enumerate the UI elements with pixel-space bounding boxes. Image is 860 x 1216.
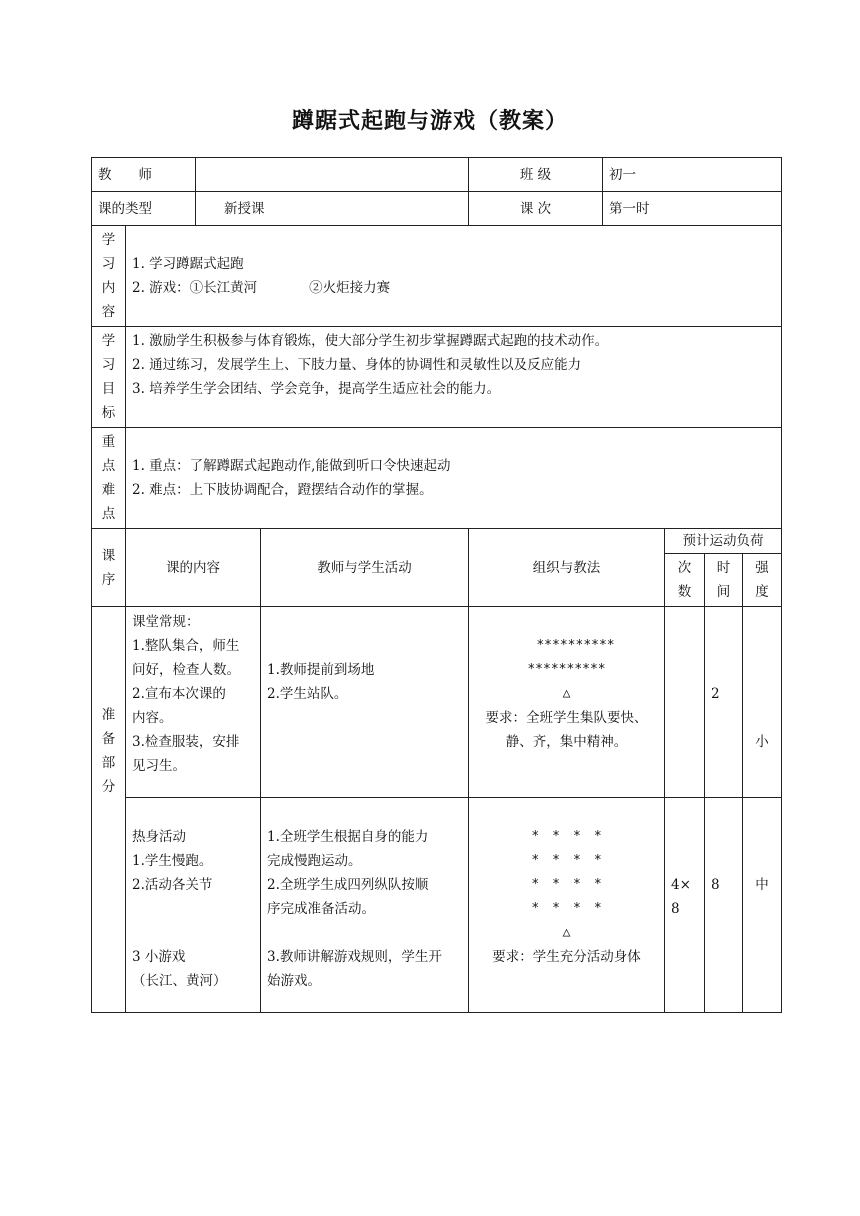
teacher-label: 教 师 [92, 158, 196, 192]
header-intensity: 强 度 [743, 554, 782, 607]
prep1-time: 2 [705, 607, 743, 798]
header-content: 课的内容 [126, 529, 261, 607]
goals-row [92, 327, 782, 428]
prep-row-2 [92, 798, 782, 1013]
prep1-method: ********** ********** △ 要求：全班学生集队要快、 静、齐，集中精神。 [469, 607, 665, 798]
content-item-2: 2. 游戏：①长江黄河 ②火炬接力赛 [132, 280, 391, 296]
prep1-content: 课堂常规： 1.整队集合，师生 问好，检查人数。 2.宣布本次课的 内容。 3.检查服装，安排 见习生。 [126, 607, 261, 798]
prep2-activities: 1.全班学生根据自身的能力 完成慢跑运动。 2.全班学生成四列纵队按顺 序完成准备活动。 3.教师讲解游戏规则，学生开 始游戏。 [261, 798, 469, 1013]
prep-row-1 [92, 607, 782, 798]
content-item-1: 1. 学习蹲踞式起跑 [132, 256, 244, 272]
content-label: 学 习 内 容 [92, 226, 126, 327]
prep2-time: 8 [705, 798, 743, 1013]
header-row-top [92, 529, 782, 554]
prep2-count: 4× 8 [665, 798, 705, 1013]
session-value: 第一时 [603, 192, 782, 226]
info-row-teacher [92, 158, 782, 192]
key-points-label: 重 点 难 点 [92, 428, 126, 529]
content-row [92, 226, 782, 327]
prep2-intensity: 中 [743, 798, 782, 1013]
header-time: 时 间 [705, 554, 743, 607]
prep1-activities: 1.教师提前到场地 2.学生站队。 [261, 607, 469, 798]
lesson-type-value: 新授课 [196, 192, 469, 226]
goal-item-3: 3. 培养学生学会团结、学会竞争，提高学生适应社会的能力。 [132, 381, 501, 397]
goal-item-1: 1. 激励学生积极参与体育锻炼，使大部分学生初步掌握蹲踞式起跑的技术动作。 [132, 333, 609, 349]
prep-label: 准 备 部 分 [92, 607, 126, 1013]
formation-diagram-2: * * * * * * * * * * * * * * * * △ [475, 825, 658, 945]
prep1-intensity: 小 [743, 607, 782, 798]
key-points-row [92, 428, 782, 529]
info-row-lesson-type [92, 192, 782, 226]
class-value: 初一 [603, 158, 782, 192]
teacher-triangle: △ [562, 686, 571, 701]
goals-label: 学 习 目 标 [92, 327, 126, 428]
lesson-plan-table [91, 157, 782, 1013]
teacher-triangle: △ [562, 925, 571, 940]
header-load: 预计运动负荷 [665, 529, 782, 554]
teacher-value [196, 158, 469, 192]
goals-items [126, 327, 782, 428]
content-items [126, 226, 782, 327]
prep2-content: 热身活动 1.学生慢跑。 2.活动各关节 3 小游戏 （长江、黄河） [126, 798, 261, 1013]
prep1-count [665, 607, 705, 798]
page-title: 蹲踞式起跑与游戏（教案） [291, 109, 568, 134]
class-label: 班 级 [469, 158, 603, 192]
header-order: 课 序 [92, 529, 126, 607]
header-activities: 教师与学生活动 [261, 529, 469, 607]
formation-diagram-1: ********** ********** △ [475, 634, 658, 706]
header-method: 组织与教法 [469, 529, 665, 607]
session-label: 课 次 [469, 192, 603, 226]
key-point-1: 1. 重点：了解蹲踞式起跑动作,能做到听口令快速起动 [132, 458, 451, 474]
goal-item-2: 2. 通过练习，发展学生上、下肢力量、身体的协调性和灵敏性以及反应能力 [132, 357, 582, 373]
key-points-items [126, 428, 782, 529]
header-count: 次 数 [665, 554, 705, 607]
lesson-type-label: 课的类型 [92, 192, 196, 226]
key-point-2: 2. 难点：上下肢协调配合，蹬摆结合动作的掌握。 [132, 482, 433, 498]
prep2-method: * * * * * * * * * * * * * * * * △ 要求：学生充分活动身体 [469, 798, 665, 1013]
